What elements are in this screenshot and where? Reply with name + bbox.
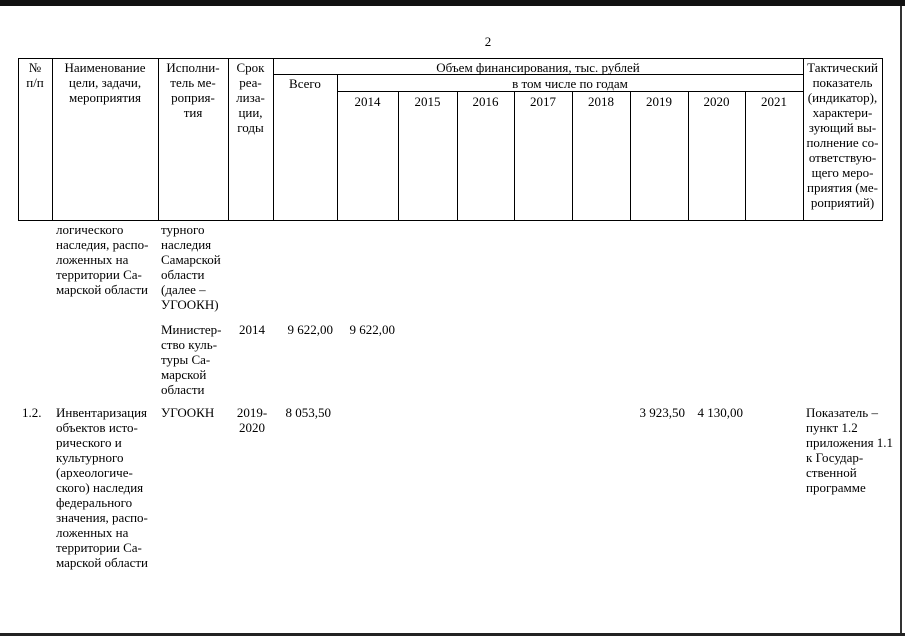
header-year-2019: 2019 bbox=[646, 94, 672, 109]
header-num: № п/п bbox=[26, 60, 44, 90]
scan-border-right bbox=[900, 6, 902, 634]
header-year-2016: 2016 bbox=[472, 94, 499, 109]
header-year-2015: 2015 bbox=[414, 94, 441, 109]
row-1-2-executor: УГООКН bbox=[161, 405, 215, 420]
continued-row-total: 9 622,00 bbox=[287, 322, 333, 337]
continued-row-2014: 9 622,00 bbox=[349, 322, 395, 337]
page-number: 2 bbox=[484, 34, 492, 49]
row-1-2-name: Инвентаризация объектов исто- рического и культурного (археологиче- ского) наследия федерального значения, распо- ложенных на территории Са- марской области bbox=[56, 405, 148, 570]
scan-border-bottom bbox=[0, 633, 905, 636]
continued-row-term: 2014 bbox=[239, 322, 265, 337]
row-1-2-2019: 3 923,50 bbox=[639, 405, 685, 420]
header-year-2018: 2018 bbox=[588, 94, 614, 109]
header-year-2021: 2021 bbox=[761, 94, 787, 109]
header-indicator: Тактический показатель (индикатор), характери- зующий вы- полнение со- ответствую- щего меро- приятия (ме- роприятий) bbox=[806, 60, 879, 210]
header-name: Наименование цели, задачи, мероприятия bbox=[64, 60, 146, 105]
row-1-2-number: 1.2. bbox=[22, 405, 42, 420]
header-year-2020: 2020 bbox=[703, 94, 730, 109]
row-1-2-term: 2019- 2020 bbox=[236, 405, 268, 435]
header-executor: Исполни- тель ме- роприя- тия bbox=[166, 60, 220, 120]
continued-row-executor-1: турного наследия Самарской области (далее – УГООКН) bbox=[161, 222, 221, 312]
header-total: Всего bbox=[289, 76, 321, 91]
row-1-2-2020: 4 130,00 bbox=[697, 405, 743, 420]
row-1-2-indicator: Показатель – пункт 1.2 приложения 1.1 к Государ- ственной программе bbox=[806, 405, 894, 495]
header-funding-title: Объем финансирования, тыс. рублей bbox=[436, 60, 640, 75]
scan-border-top bbox=[0, 0, 905, 6]
header-year-2014: 2014 bbox=[354, 94, 381, 109]
header-year-2017: 2017 bbox=[530, 94, 556, 109]
header-by-years: в том числе по годам bbox=[512, 76, 628, 91]
row-1-2-total: 8 053,50 bbox=[285, 405, 331, 420]
continued-row-name: логического наследия, распо- ложенных на территории Са- марской области bbox=[56, 222, 149, 297]
continued-row-executor-2: Министер- ство куль- туры Са- марской области bbox=[161, 322, 222, 397]
header-term: Срок реа- лиза- ции, годы bbox=[236, 60, 265, 135]
